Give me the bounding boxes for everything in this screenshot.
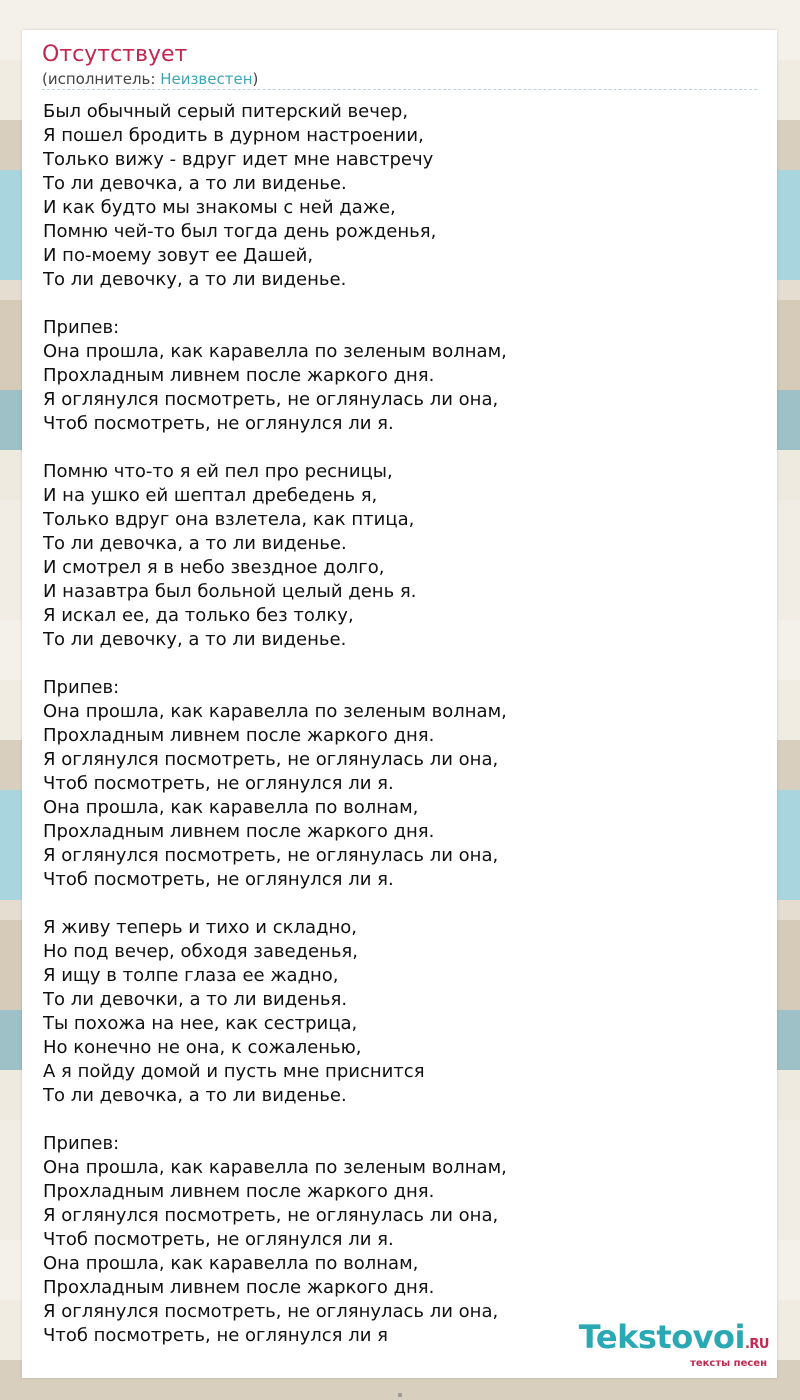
lyric-line: И смотрел я в небо звездное долго, [43,557,385,578]
artist-link[interactable]: Неизвестен [160,70,253,88]
lyric-line: И как будто мы знакомы с ней даже, [43,197,396,218]
lyric-line: Прохладным ливнем после жаркого дня. [43,1181,435,1202]
lyric-line: Чтоб посмотреть, не оглянулся ли я [43,1325,388,1346]
logo-wordmark [579,1320,769,1362]
site-logo[interactable] [579,1320,769,1369]
lyric-line: То ли девочка, а то ли виденье. [43,1085,347,1106]
artist-prefix: (исполнитель: [42,70,161,88]
lyric-line: Чтоб посмотреть, не оглянулся ли я. [43,1229,394,1250]
lyric-line: Только вижу - вдруг идет мне навстречу [43,149,434,170]
lyric-line: Я оглянулся посмотреть, не оглянулась ли она, [43,749,499,770]
lyric-line: Но конечно не она, к сожаленью, [43,1037,362,1058]
lyric-line: То ли девочку, а то ли виденье. [43,269,347,290]
lyric-line: То ли девочку, а то ли виденье. [43,629,347,650]
lyric-line: Я оглянулся посмотреть, не оглянулась ли она, [43,1205,499,1226]
song-title: Отсутствует [42,42,188,67]
lyric-line: Помню чей-то был тогда день рожденья, [43,221,437,242]
lyric-line: То ли девочка, а то ли виденье. [43,533,347,554]
lyric-blank-line [43,892,507,916]
lyric-line: Припев: [43,677,120,698]
lyric-line: Я оглянулся посмотреть, не оглянулась ли она, [43,389,499,410]
lyric-line: Чтоб посмотреть, не оглянулся ли я. [43,773,394,794]
lyric-line: Я живу теперь и тихо и складно, [43,917,357,938]
lyric-line: Припев: [43,1133,120,1154]
lyric-line: Она прошла, как каравелла по зеленым волнам, [43,1157,507,1178]
lyric-blank-line [43,436,507,460]
lyric-blank-line [43,1108,507,1132]
artist-suffix: ) [252,70,259,88]
lyric-line: То ли девочки, а то ли виденья. [43,989,348,1010]
lyric-blank-line [43,652,507,676]
logo-tagline: тексты песен [690,1358,767,1369]
lyric-line: Она прошла, как каравелла по зеленым волнам, [43,701,507,722]
lyric-line: То ли девочка, а то ли виденье. [43,173,347,194]
lyric-line: Прохладным ливнем после жаркого дня. [43,725,435,746]
logo-domain-suffix: .RU [744,1337,769,1352]
lyric-line: Я оглянулся посмотреть, не оглянулась ли она, [43,1301,499,1322]
lyric-line: Только вдруг она взлетела, как птица, [43,509,415,530]
lyrics-card [22,30,777,1378]
logo-main-text: Tekstovoi [578,1318,745,1356]
lyric-blank-line [43,292,507,316]
lyric-line: Прохладным ливнем после жаркого дня. [43,365,435,386]
lyric-line: Чтоб посмотреть, не оглянулся ли я. [43,413,394,434]
lyric-line: Я ищу в толпе глаза ее жадно, [43,965,339,986]
lyric-line: Припев: [43,317,120,338]
page-marker [398,1393,402,1397]
lyric-line: Я пошел бродить в дурном настроении, [43,125,424,146]
artist-line [42,69,258,89]
lyric-line: Она прошла, как каравелла по волнам, [43,1253,419,1274]
lyric-line: Прохладным ливнем после жаркого дня. [43,821,435,842]
lyric-line: Она прошла, как каравелла по волнам, [43,797,419,818]
lyric-line: И по-моему зовут ее Дашей, [43,245,314,266]
lyric-line: Но под вечер, обходя заведенья, [43,941,358,962]
header-divider [42,89,757,90]
lyrics-text [43,100,507,1348]
lyric-line: Прохладным ливнем после жаркого дня. [43,1277,435,1298]
lyric-line: И назавтра был больной целый день я. [43,581,417,602]
lyric-line: Чтоб посмотреть, не оглянулся ли я. [43,869,394,890]
lyric-line: Помню что-то я ей пел про ресницы, [43,461,393,482]
lyric-line: Был обычный серый питерский вечер, [43,101,409,122]
lyric-line: Я искал ее, да только без толку, [43,605,354,626]
lyric-line: Ты похожа на нее, как сестрица, [43,1013,358,1034]
lyric-line: Она прошла, как каравелла по зеленым волнам, [43,341,507,362]
lyric-line: И на ушко ей шептал дребедень я, [43,485,378,506]
lyric-line: А я пойду домой и пусть мне приснится [43,1061,425,1082]
lyric-line: Я оглянулся посмотреть, не оглянулась ли она, [43,845,499,866]
